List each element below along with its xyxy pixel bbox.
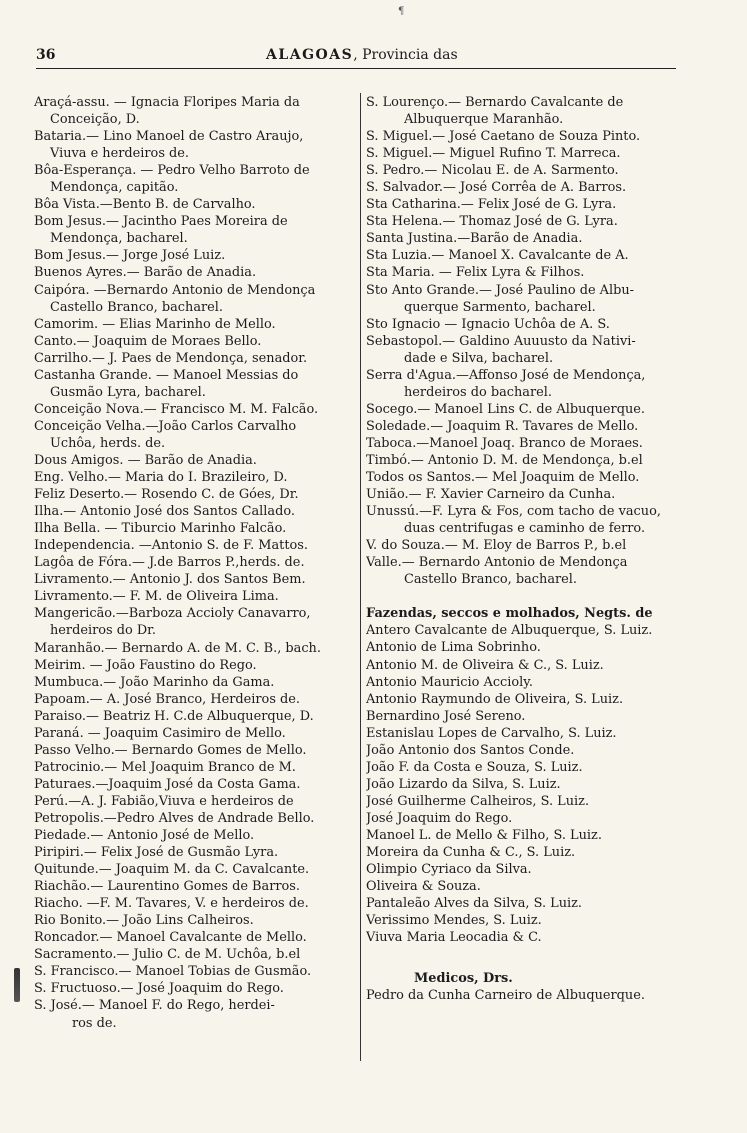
list-item: S. José.— Manoel F. do Rego, herdei- — [34, 998, 275, 1014]
list-item: Manoel L. de Mello & Filho, S. Luiz. — [366, 827, 602, 843]
list-item: Castello Branco, bacharel. — [50, 299, 224, 315]
list-item: Bom Jesus.— Jorge José Luiz. — [34, 248, 226, 264]
list-item: Viuva e herdeiros de. — [50, 146, 190, 162]
section-gap — [366, 946, 678, 970]
margin-mark — [14, 968, 20, 1002]
list-item: Gusmão Lyra, bacharel. — [50, 384, 206, 400]
list-item: Conceição Nova.— Francisco M. M. Falcão. — [34, 401, 319, 417]
list-item: Santa Justina.—Barão de Anadia. — [366, 231, 583, 247]
list-item: Castello Branco, bacharel. — [404, 572, 578, 588]
list-item: Riacho. —F. M. Tavares, V. e herdeiros de. — [34, 896, 309, 912]
list-item: Pantaleão Alves da Silva, S. Luiz. — [366, 896, 583, 912]
list-item: Mendonça, bacharel. — [50, 231, 188, 247]
list-item: Todos os Santos.— Mel Joaquim de Mello. — [366, 470, 640, 486]
list-item: José Joaquim do Rego. — [366, 810, 513, 826]
list-item: Sto Anto Grande.— José Paulino de Albu- — [366, 282, 635, 298]
list-item: Canto.— Joaquim de Moraes Bello. — [34, 333, 262, 349]
list-item: Caipóra. —Bernardo Antonio de Mendonça — [34, 282, 316, 298]
list-item: V. do Souza.— M. Eloy de Barros P., b.el — [366, 538, 627, 554]
list-item: Uchôa, herds. de. — [50, 435, 166, 451]
list-item: S. Miguel.— José Caetano de Souza Pinto. — [366, 129, 641, 145]
list-item: Sacramento.— Julio C. de M. Uchôa, b.el — [34, 947, 301, 963]
list-item: Patrocinio.— Mel Joaquim Branco de M. — [34, 759, 296, 775]
list-item: Rio Bonito.— João Lins Calheiros. — [34, 913, 254, 929]
list-item: Bôa Vista.—Bento B. de Carvalho. — [34, 197, 256, 213]
column-divider — [360, 93, 361, 1061]
section-heading-medicos: Medicos, Drs. — [414, 971, 513, 987]
running-title-main: ALAGOAS — [266, 47, 354, 63]
list-item: Bôa-Esperança. — Pedro Velho Barroto de — [34, 163, 310, 179]
list-item: Livramento.— F. M. de Oliveira Lima. — [34, 589, 279, 605]
list-item: Paraiso.— Beatriz H. C.de Albuquerque, D. — [34, 708, 314, 724]
list-item: Timbó.— Antonio D. M. de Mendonça, b.el — [366, 452, 643, 468]
list-item: Conceição, D. — [50, 112, 140, 128]
list-item: Carrilho.— J. Paes de Mendonça, senador. — [34, 350, 308, 366]
print-mark: ¶ — [398, 6, 405, 17]
list-item: ros de. — [72, 1015, 117, 1031]
list-item: João Lizardo da Silva, S. Luiz. — [366, 776, 561, 792]
section-heading-fazendas: Fazendas, seccos e molhados, Negts. de — [366, 606, 653, 622]
list-item: Camorim. — Elias Marinho de Mello. — [34, 316, 276, 332]
list-item: Oliveira & Souza. — [366, 879, 481, 895]
list-item: Albuquerque Maranhão. — [404, 112, 564, 128]
list-item: Paraná. — Joaquim Casimiro de Mello. — [34, 725, 286, 741]
list-item: Bom Jesus.— Jacintho Paes Moreira de — [34, 214, 288, 230]
list-item: S. Salvador.— José Corrêa de A. Barros. — [366, 180, 627, 196]
running-title-rest: , Provincia das — [353, 47, 458, 63]
list-item: Perú.—A. J. Fabião,Viuva e herdeiros de — [34, 793, 294, 809]
list-item: Sebastopol.— Galdino Auuusto da Nativi- — [366, 333, 636, 349]
list-item: S. Pedro.— Nicolau E. de A. Sarmento. — [366, 163, 619, 179]
list-item: S. Fructuoso.— José Joaquim do Rego. — [34, 981, 284, 997]
list-item: Antero Cavalcante de Albuquerque, S. Luiz. — [366, 623, 653, 639]
left-column — [34, 94, 357, 1032]
list-item: Buenos Ayres.— Barão de Anadia. — [34, 265, 257, 281]
list-item: S. Francisco.— Manoel Tobias de Gusmão. — [34, 964, 312, 980]
list-item: Antonio M. de Oliveira & C., S. Luiz. — [366, 657, 604, 673]
list-item: Lagôa de Fóra.— J.de Barros P.,herds. de. — [34, 555, 305, 571]
list-item: Ilha Bella. — Tiburcio Marinho Falcão. — [34, 521, 287, 537]
list-item: União.— F. Xavier Carneiro da Cunha. — [366, 487, 616, 503]
list-item: Sta Helena.— Thomaz José de G. Lyra. — [366, 214, 618, 230]
list-item: querque Sarmento, bacharel. — [404, 299, 596, 315]
list-item: Bernardino José Sereno. — [366, 708, 526, 724]
list-item: Valle.— Bernardo Antonio de Mendonça — [366, 555, 628, 571]
list-item: Roncador.— Manoel Cavalcante de Mello. — [34, 930, 307, 946]
list-item: Moreira da Cunha & C., S. Luiz. — [366, 845, 576, 861]
list-item: dade e Silva, bacharel. — [404, 350, 554, 366]
list-item: Verissimo Mendes, S. Luiz. — [366, 913, 542, 929]
list-item: Mumbuca.— João Marinho da Gama. — [34, 674, 275, 690]
list-item: Pedro da Cunha Carneiro de Albuquerque. — [366, 988, 645, 1004]
list-item: Quitunde.— Joaquim M. da C. Cavalcante. — [34, 862, 310, 878]
list-item: Dous Amigos. — Barão de Anadia. — [34, 452, 257, 468]
list-item: Serra d'Agua.—Affonso José de Mendonça, — [366, 367, 646, 383]
list-item: Maranhão.— Bernardo A. de M. C. B., bach. — [34, 640, 321, 656]
list-item: Livramento.— Antonio J. dos Santos Bem. — [34, 572, 306, 588]
list-item: Mangericão.—Barboza Accioly Canavarro, — [34, 606, 311, 622]
list-item: Castanha Grande. — Manoel Messias do — [34, 367, 299, 383]
list-item: herdeiros do bacharel. — [404, 384, 552, 400]
list-item: Sto Ignacio — Ignacio Uchôa de A. S. — [366, 316, 610, 332]
list-item: S. Lourenço.— Bernardo Cavalcante de — [366, 95, 624, 110]
list-item: José Guilherme Calheiros, S. Luiz. — [366, 793, 590, 809]
list-item: Antonio Raymundo de Oliveira, S. Luiz. — [366, 691, 624, 707]
list-item: Estanislau Lopes de Carvalho, S. Luiz. — [366, 725, 617, 741]
page-header — [36, 46, 676, 69]
list-item: Piedade.— Antonio José de Mello. — [34, 828, 255, 844]
right-column — [366, 94, 678, 1004]
list-item: João F. da Costa e Souza, S. Luiz. — [366, 759, 583, 775]
list-item: Unussú.—F. Lyra & Fos, com tacho de vacuo, — [366, 504, 661, 520]
list-item: Socego.— Manoel Lins C. de Albuquerque. — [366, 401, 645, 417]
list-item: Araçá-assu. — Ignacia Floripes Maria da — [34, 95, 300, 110]
page-number: 36 — [36, 47, 56, 63]
list-item: Riachão.— Laurentino Gomes de Barros. — [34, 879, 301, 895]
list-item: João Antonio dos Santos Conde. — [366, 742, 575, 758]
list-item: Mendonça, capitão. — [50, 180, 179, 196]
list-item: Independencia. —Antonio S. de F. Mattos. — [34, 538, 308, 554]
list-item: Meirim. — João Faustino do Rego. — [34, 657, 257, 673]
list-item: Petropolis.—Pedro Alves de Andrade Bello. — [34, 810, 315, 826]
list-item: Viuva Maria Leocadia & C. — [366, 930, 542, 946]
list-item: Sta Maria. — Felix Lyra & Filhos. — [366, 265, 585, 281]
list-item: Feliz Deserto.— Rosendo C. de Góes, Dr. — [34, 487, 299, 503]
list-item: Bataria.— Lino Manoel de Castro Araujo, — [34, 129, 304, 145]
section-gap — [366, 588, 678, 605]
list-item: Soledade.— Joaquim R. Tavares de Mello. — [366, 418, 639, 434]
list-item: Olimpio Cyriaco da Silva. — [366, 862, 532, 878]
list-item: Papoam.— A. José Branco, Herdeiros de. — [34, 691, 301, 707]
list-item: duas centrifugas e caminho de ferro. — [404, 521, 646, 537]
running-title — [266, 47, 458, 63]
list-item: Antonio Mauricio Accioly. — [366, 674, 533, 690]
list-item: Sta Luzia.— Manoel X. Cavalcante de A. — [366, 248, 629, 264]
list-item: Ilha.— Antonio José dos Santos Callado. — [34, 504, 295, 520]
list-item: Eng. Velho.— Maria do I. Brazileiro, D. — [34, 470, 288, 486]
list-item: herdeiros do Dr. — [50, 623, 157, 639]
list-item: Conceição Velha.—João Carlos Carvalho — [34, 418, 297, 434]
list-item: Passo Velho.— Bernardo Gomes de Mello. — [34, 742, 307, 758]
list-item: Piripiri.— Felix José de Gusmão Lyra. — [34, 845, 279, 861]
list-item: Antonio de Lima Sobrinho. — [366, 640, 541, 656]
list-item: Paturaes.—Joaquim José da Costa Gama. — [34, 776, 301, 792]
list-item: S. Miguel.— Miguel Rufino T. Marreca. — [366, 146, 621, 162]
list-item: Taboca.—Manoel Joaq. Branco de Moraes. — [366, 435, 643, 451]
list-item: Sta Catharina.— Felix José de G. Lyra. — [366, 197, 617, 213]
